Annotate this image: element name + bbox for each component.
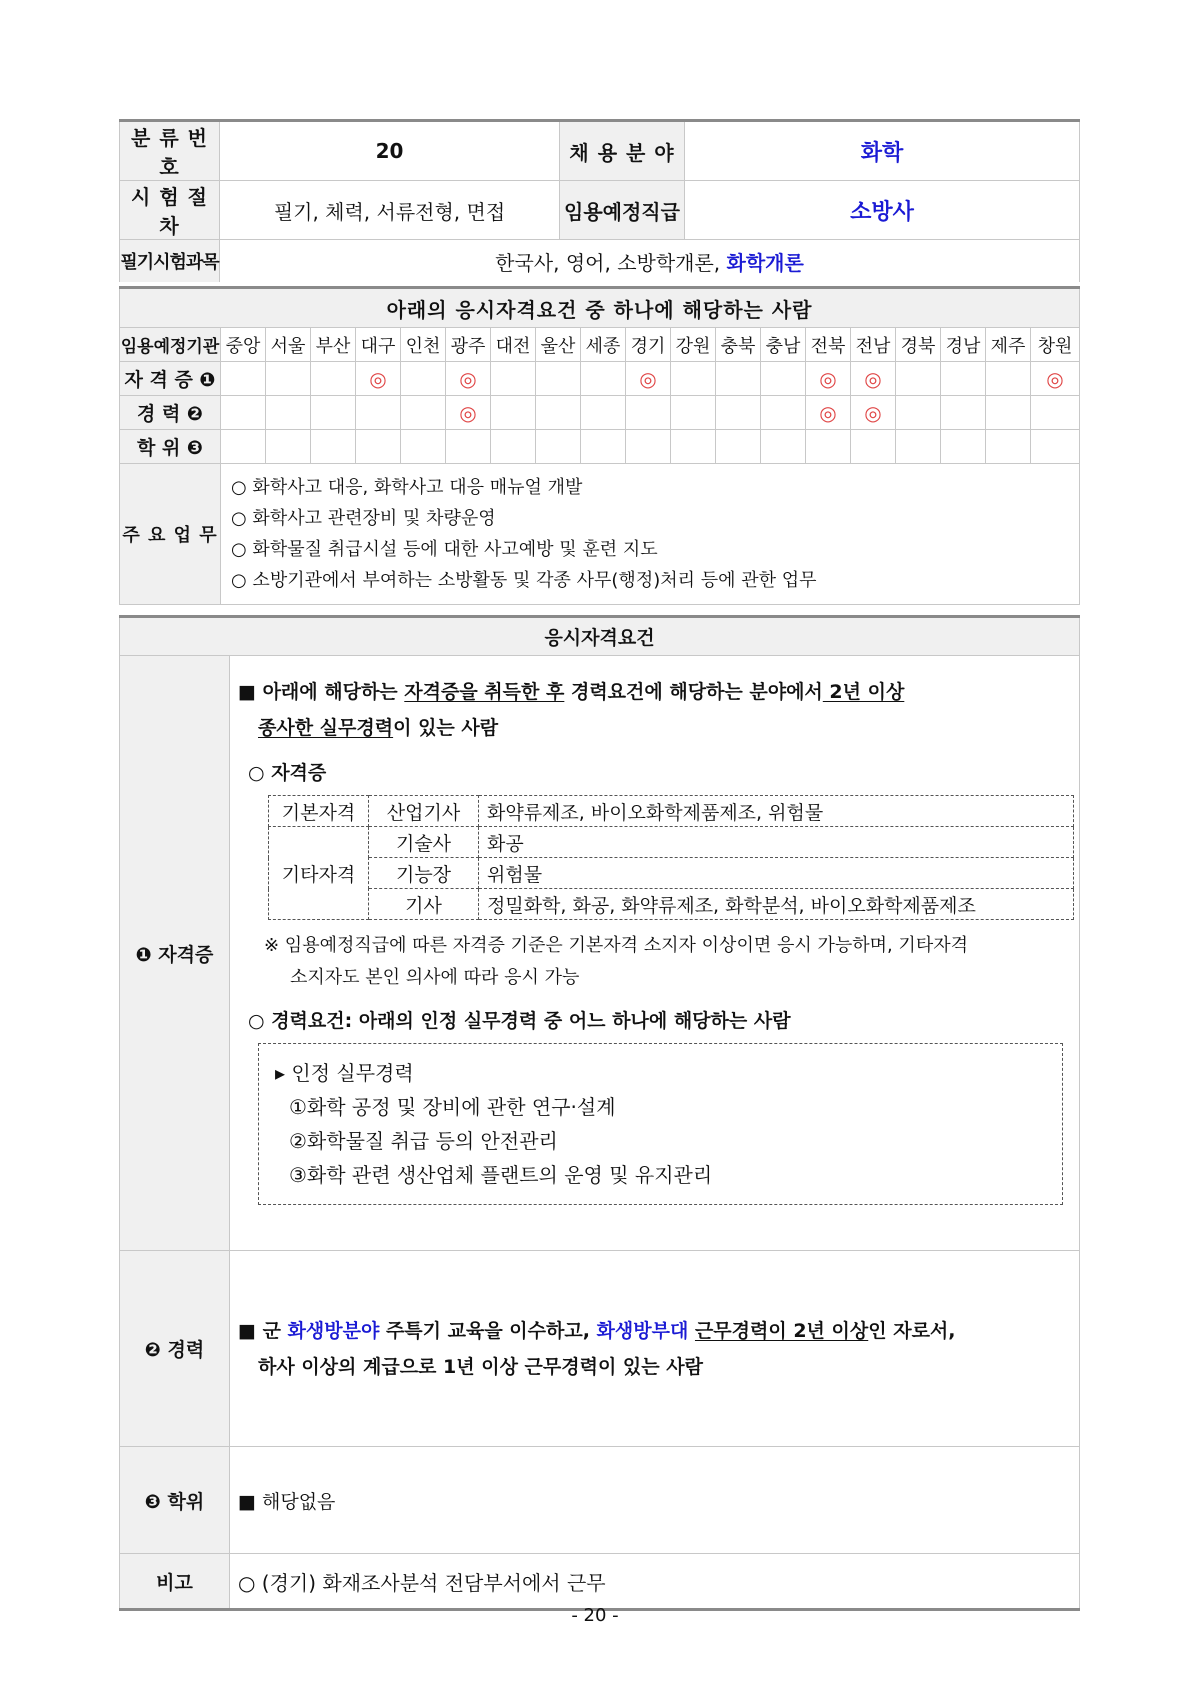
degree-row <box>120 430 1080 464</box>
mark-cell <box>581 362 626 396</box>
career-item: ②화학물질 취급 등의 안전관리 <box>289 1129 558 1153</box>
career-text-part: ■ 군 <box>238 1319 288 1342</box>
other-qual-label: 기타자격 <box>269 827 369 920</box>
mark-cell: ◎ <box>851 362 896 396</box>
mark-cell <box>806 430 851 464</box>
license-section-body <box>230 656 1080 1251</box>
license-main-part: ■ 아래에 해당하는 <box>238 681 405 703</box>
mark-cell <box>626 396 671 430</box>
duty-item: ○ 소방기관에서 부여하는 소방활동 및 각종 사무(행정)처리 등에 관한 업무 <box>231 570 817 591</box>
procedure-label: 시 험 절 차 <box>120 181 220 240</box>
career-section-body <box>230 1251 1080 1447</box>
other-qual-type: 기술사 <box>369 827 479 858</box>
mark-cell: ◎ <box>1031 362 1080 396</box>
other-qual-value: 화공 <box>479 827 1074 858</box>
license-main-text <box>238 674 1071 746</box>
degree-section-label: ❸ 학위 <box>120 1447 230 1554</box>
mark-cell: ◎ <box>806 396 851 430</box>
region-cell: 인천 <box>401 328 446 362</box>
qualification-table <box>119 286 1080 605</box>
subjects-highlight: 화학개론 <box>726 250 804 275</box>
mark-cell <box>896 430 941 464</box>
region-cell: 중앙 <box>221 328 266 362</box>
career-row <box>120 396 1080 430</box>
duty-item: ○ 화학물질 취급시설 등에 대한 사고예방 및 훈련 지도 <box>231 539 658 560</box>
license-main-part: 경력요건에 해당하는 분야에서 <box>564 681 823 703</box>
license-section-label: ❶ 자격증 <box>120 656 230 1251</box>
mark-cell <box>941 362 986 396</box>
license-note <box>264 930 1071 994</box>
license-row <box>120 362 1080 396</box>
mark-cell <box>1031 396 1080 430</box>
mark-cell <box>986 430 1031 464</box>
mark-cell <box>896 396 941 430</box>
mark-cell <box>491 396 536 430</box>
other-qual-type: 기능장 <box>369 858 479 889</box>
mark-cell <box>536 430 581 464</box>
mark-cell <box>896 362 941 396</box>
career-requirement-title: ○ 경력요건: 아래의 인정 실무경력 중 어느 하나에 해당하는 사람 <box>248 1010 791 1032</box>
document-page <box>119 119 1079 1611</box>
degree-row-label: 학 위 ❸ <box>120 430 221 464</box>
field-value: 화학 <box>685 121 1080 181</box>
career-highlight: 화생방부대 <box>596 1319 689 1342</box>
mark-cell: ◎ <box>446 362 491 396</box>
mark-cell <box>671 430 716 464</box>
mark-cell <box>716 430 761 464</box>
mark-cell: ◎ <box>356 362 401 396</box>
mark-cell <box>671 362 716 396</box>
region-cell: 제주 <box>986 328 1031 362</box>
career-item: ①화학 공정 및 장비에 관한 연구·설계 <box>289 1095 616 1119</box>
region-cell: 충북 <box>716 328 761 362</box>
mark-cell <box>581 396 626 430</box>
region-cell: 강원 <box>671 328 716 362</box>
rank-label: 임용예정직급 <box>560 181 685 240</box>
basic-qual-value: 화약류제조, 바이오화학제품제조, 위험물 <box>479 796 1074 827</box>
region-cell: 울산 <box>536 328 581 362</box>
region-cell: 경북 <box>896 328 941 362</box>
mark-cell <box>536 362 581 396</box>
duty-item: ○ 화학사고 관련장비 및 차량운영 <box>231 508 496 529</box>
mark-cell <box>941 430 986 464</box>
mark-cell <box>626 430 671 464</box>
career-item: ③화학 관련 생산업체 플랜트의 운영 및 유지관리 <box>289 1163 713 1187</box>
class-no-label: 분 류 번 호 <box>120 121 220 181</box>
region-cell: 부산 <box>311 328 356 362</box>
mark-cell <box>266 430 311 464</box>
license-main-part: 이 있는 사람 <box>393 717 499 739</box>
mark-cell <box>311 430 356 464</box>
mark-cell: ◎ <box>446 396 491 430</box>
license-main-underline: 2년 이상 <box>822 681 905 703</box>
region-cell: 대구 <box>356 328 401 362</box>
other-qual-value: 위험물 <box>479 858 1074 889</box>
duties-label: 주 요 업 무 <box>120 464 221 605</box>
license-note-line: ※ 임용예정직급에 따른 자격증 기준은 기본자격 소지자 이상이면 응시 가능하며, 기타자격 <box>264 935 968 956</box>
mark-cell <box>266 362 311 396</box>
field-label: 채 용 분 야 <box>560 121 685 181</box>
mark-cell <box>986 396 1031 430</box>
mark-cell <box>491 430 536 464</box>
career-row-label: 경 력 ❷ <box>120 396 221 430</box>
summary-table <box>119 119 1080 282</box>
mark-cell <box>266 396 311 430</box>
mark-cell <box>1031 430 1080 464</box>
career-text-part: 인 자로서, <box>868 1319 956 1342</box>
mark-cell <box>671 396 716 430</box>
mark-cell: ◎ <box>806 362 851 396</box>
region-cell: 충남 <box>761 328 806 362</box>
region-cell: 세종 <box>581 328 626 362</box>
career-highlight: 화생방분야 <box>287 1319 380 1342</box>
mark-cell <box>311 396 356 430</box>
career-text-line2: 하사 이상의 계급으로 1년 이상 근무경력이 있는 사람 <box>258 1355 703 1378</box>
qualification-title: 아래의 응시자격요건 중 하나에 해당하는 사람 <box>120 288 1080 328</box>
mark-cell <box>356 396 401 430</box>
mark-cell <box>761 396 806 430</box>
degree-section-value: ■ 해당없음 <box>230 1447 1080 1554</box>
remark-label: 비고 <box>120 1554 230 1610</box>
career-text-part <box>688 1320 695 1342</box>
other-qual-type: 기사 <box>369 889 479 920</box>
subjects-text: 한국사, 영어, 소방학개론, <box>495 250 727 275</box>
page-number: - 20 - <box>571 1605 619 1626</box>
career-main-text <box>238 1313 1071 1385</box>
region-cell: 경남 <box>941 328 986 362</box>
mark-cell <box>986 362 1031 396</box>
requirements-title: 응시자격요건 <box>120 617 1080 656</box>
region-cell: 대전 <box>491 328 536 362</box>
rank-value: 소방사 <box>685 181 1080 240</box>
requirements-table <box>119 615 1080 1611</box>
procedure-value: 필기, 체력, 서류전형, 면접 <box>220 181 560 240</box>
duties-list <box>221 464 1080 605</box>
region-cell: 전북 <box>806 328 851 362</box>
mark-cell <box>356 430 401 464</box>
subjects-value <box>220 240 1080 283</box>
mark-cell <box>716 396 761 430</box>
license-table <box>268 795 1074 920</box>
career-underline: 근무경력이 2년 이상 <box>694 1319 869 1342</box>
mark-cell <box>851 430 896 464</box>
region-row <box>120 328 1080 362</box>
region-cell: 경기 <box>626 328 671 362</box>
license-main-underline: 자격증을 취득한 후 <box>404 681 565 703</box>
basic-qual-type: 산업기사 <box>369 796 479 827</box>
class-no-value: 20 <box>220 121 560 181</box>
mark-cell <box>401 396 446 430</box>
region-cell: 서울 <box>266 328 311 362</box>
mark-cell <box>761 430 806 464</box>
career-text-part: 주특기 교육을 이수하고, <box>379 1319 597 1342</box>
other-qual-value: 정밀화학, 화공, 화약류제조, 화학분석, 바이오화학제품제조 <box>479 889 1074 920</box>
region-cell: 광주 <box>446 328 491 362</box>
mark-cell <box>401 362 446 396</box>
mark-cell <box>221 362 266 396</box>
agency-label: 임용예정기관 <box>120 328 221 362</box>
mark-cell <box>311 362 356 396</box>
region-cell: 창원 <box>1031 328 1080 362</box>
career-box <box>258 1043 1063 1205</box>
mark-cell <box>446 430 491 464</box>
mark-cell <box>536 396 581 430</box>
license-note-line: 소지자도 본인 의사에 따라 응시 가능 <box>290 967 580 988</box>
mark-cell: ◎ <box>851 396 896 430</box>
mark-cell <box>491 362 536 396</box>
region-cell: 전남 <box>851 328 896 362</box>
career-section-label: ❷ 경력 <box>120 1251 230 1447</box>
mark-cell <box>941 396 986 430</box>
license-main-underline: 종사한 실무경력 <box>258 717 394 739</box>
mark-cell <box>581 430 626 464</box>
mark-cell <box>221 396 266 430</box>
mark-cell <box>716 362 761 396</box>
mark-cell: ◎ <box>626 362 671 396</box>
basic-qual-label: 기본자격 <box>269 796 369 827</box>
career-box-title: ▸ 인정 실무경력 <box>275 1061 414 1085</box>
subjects-label: 필기시험과목 <box>120 240 220 283</box>
duty-item: ○ 화학사고 대응, 화학사고 대응 매뉴얼 개발 <box>231 477 583 498</box>
license-row-label: 자 격 증 ❶ <box>120 362 221 396</box>
remark-value: ○ (경기) 화재조사분석 전담부서에서 근무 <box>230 1554 1080 1610</box>
mark-cell <box>221 430 266 464</box>
mark-cell <box>761 362 806 396</box>
mark-cell <box>401 430 446 464</box>
license-subtitle: ○ 자격증 <box>248 762 327 784</box>
